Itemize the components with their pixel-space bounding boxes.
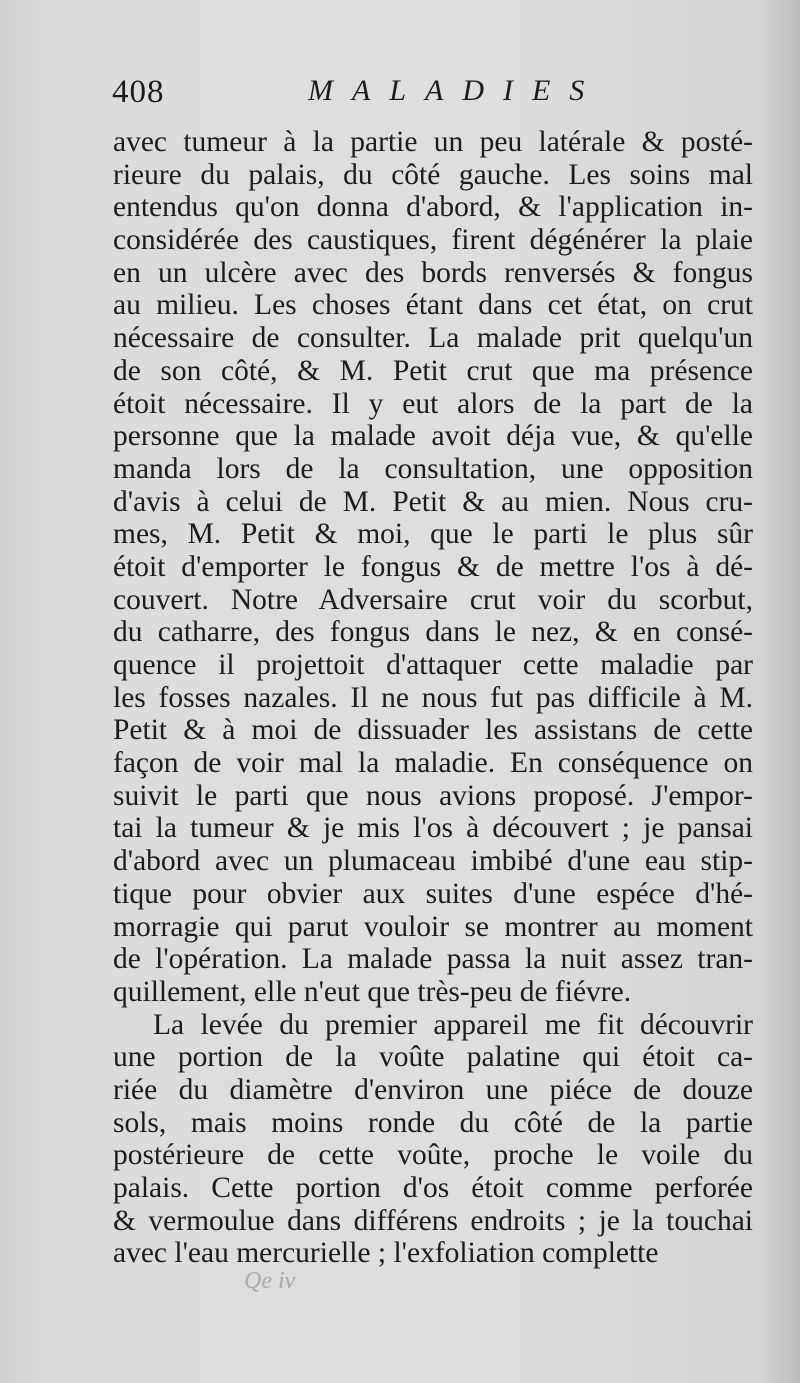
- text-line: rieure du palais, du côté gauche. Les soins mal: [113, 158, 753, 191]
- running-title: MALADIES: [308, 74, 604, 107]
- text-line: mes, M. Petit & moi, que le parti le plus sûr: [113, 518, 753, 551]
- text-line: façon de voir mal la maladie. En conséquence on: [113, 747, 753, 780]
- text-line: personne que la malade avoit déja vue, & qu'elle: [113, 420, 753, 453]
- text-line: les fosses nazales. Il ne nous fut pas difficile à M.: [113, 681, 753, 714]
- signature-mark: Qe iv: [244, 1268, 296, 1294]
- paragraph: [113, 126, 753, 1009]
- text-line: au milieu. Les choses étant dans cet état, on crut: [113, 289, 753, 322]
- text-line: & vermoulue dans différens endroits ; je la touchai: [113, 1204, 753, 1237]
- text-line: étoit d'emporter le fongus & de mettre l'os à dé-: [113, 550, 753, 583]
- text-line: La levée du premier appareil me fit découvrir: [153, 1008, 753, 1041]
- text-line: d'abord avec un plumaceau imbibé d'une eau stip-: [113, 845, 753, 878]
- text-line: manda lors de la consultation, une opposition: [113, 452, 753, 485]
- text-line: quence il projettoit d'attaquer cette maladie par: [113, 649, 753, 681]
- text-line: couvert. Notre Adversaire crut voir du scorbut,: [113, 583, 753, 616]
- text-line: en un ulcère avec des bords renversés & fongus: [113, 256, 753, 289]
- text-line: postérieure de cette voûte, proche le voile du: [113, 1139, 753, 1172]
- text-line: suivit le parti que nous avions proposé. J'empor-: [113, 779, 753, 812]
- text-line: de l'opération. La malade passa la nuit assez tran-: [113, 943, 753, 976]
- text-line: d'avis à celui de M. Petit & au mien. Nous cru-: [113, 485, 753, 518]
- body-text: [113, 126, 753, 1270]
- text-line: sols, mais moins ronde du côté de la partie: [113, 1106, 753, 1139]
- text-line: nécessaire de consulter. La malade prit quelqu'un: [113, 322, 753, 355]
- page-header: [112, 74, 752, 118]
- text-line: étoit nécessaire. Il y eut alors de la part de la: [113, 387, 753, 420]
- text-line: palais. Cette portion d'os étoit comme perforée: [113, 1172, 753, 1204]
- text-line: du catharre, des fongus dans le nez, & en consé-: [113, 616, 753, 649]
- page-number: 408: [112, 74, 165, 110]
- text-line: considérée des caustiques, firent dégénérer la plaie: [113, 224, 753, 257]
- text-line: riée du diamètre d'environ une piéce de douze: [113, 1073, 753, 1106]
- text-line: avec tumeur à la partie un peu latérale & posté-: [113, 126, 753, 158]
- text-line: Petit & à moi de dissuader les assistans de cette: [113, 714, 753, 747]
- text-line: tai la tumeur & je mis l'os à découvert ; je pansai: [113, 812, 753, 845]
- text-line: entendus qu'on donna d'abord, & l'application in-: [113, 191, 753, 224]
- paragraph: [113, 1009, 753, 1271]
- text-line: quillement, elle n'eut que très-peu de fiévre.: [113, 975, 632, 1008]
- text-line: de son côté, & M. Petit crut que ma présence: [113, 354, 753, 387]
- text-line: tique pour obvier aux suites d'une espéce d'hé-: [113, 877, 753, 910]
- text-line: morragie qui parut vouloir se montrer au moment: [113, 910, 753, 943]
- text-line: avec l'eau mercurielle ; l'exfoliation complette: [113, 1237, 659, 1270]
- text-line: une portion de la voûte palatine qui étoit ca-: [113, 1041, 753, 1074]
